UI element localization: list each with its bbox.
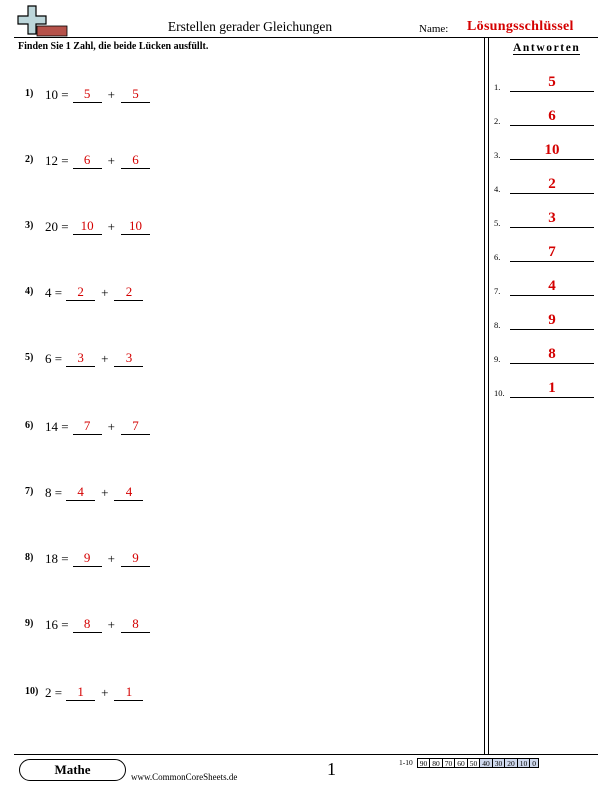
problem-item bbox=[25, 486, 465, 508]
plus-sign: + bbox=[107, 617, 115, 632]
answer-blank-a[interactable]: 7 bbox=[73, 419, 102, 435]
answer-value[interactable]: 8 bbox=[510, 346, 594, 364]
header-divider bbox=[14, 37, 598, 38]
answers-heading: Antworten bbox=[513, 42, 581, 54]
website-link[interactable]: www.CommonCoreSheets.de bbox=[131, 772, 238, 782]
problem-item bbox=[25, 220, 465, 242]
column-divider-left bbox=[484, 38, 485, 754]
problem-number: 5) bbox=[25, 352, 34, 363]
problem-item bbox=[25, 352, 465, 374]
score-cell: 30 bbox=[493, 758, 506, 768]
plus-sign: + bbox=[101, 485, 109, 500]
worksheet-title: Erstellen gerader Gleichungen bbox=[167, 19, 333, 34]
problem-number: 3) bbox=[25, 220, 34, 231]
answer-value[interactable]: 5 bbox=[510, 74, 594, 92]
plus-sign: + bbox=[107, 551, 115, 566]
score-cell: 50 bbox=[468, 758, 481, 768]
answer-number: 1. bbox=[494, 82, 501, 92]
equation bbox=[45, 153, 154, 169]
equation-left: 2 = bbox=[45, 685, 63, 700]
problem-item bbox=[25, 88, 465, 110]
answer-blank-b[interactable]: 8 bbox=[121, 617, 150, 633]
problem-item bbox=[25, 154, 465, 176]
score-label: 1-10 bbox=[399, 758, 413, 767]
equation bbox=[45, 285, 147, 301]
score-cell: 70 bbox=[443, 758, 456, 768]
answer-blank-b[interactable]: 7 bbox=[121, 419, 150, 435]
score-cell: 60 bbox=[455, 758, 468, 768]
equation bbox=[45, 219, 154, 235]
answer-blank-b[interactable]: 1 bbox=[114, 685, 143, 701]
answer-blank-a[interactable]: 8 bbox=[73, 617, 102, 633]
answer-value[interactable]: 3 bbox=[510, 210, 594, 228]
answer-blank-b[interactable]: 4 bbox=[114, 485, 143, 501]
equation bbox=[45, 685, 147, 701]
equation-left: 12 = bbox=[45, 153, 69, 168]
plus-sign: + bbox=[107, 219, 115, 234]
score-cell: 10 bbox=[518, 758, 531, 768]
equation bbox=[45, 485, 147, 501]
answer-number: 4. bbox=[494, 184, 501, 194]
equation-left: 4 = bbox=[45, 285, 63, 300]
plus-sign-logo-icon bbox=[17, 5, 69, 37]
problem-number: 6) bbox=[25, 420, 34, 431]
answer-blank-b[interactable]: 5 bbox=[121, 87, 150, 103]
equation bbox=[45, 617, 154, 633]
answer-blank-a[interactable]: 2 bbox=[66, 285, 95, 301]
equation-left: 6 = bbox=[45, 351, 63, 366]
answer-value[interactable]: 1 bbox=[510, 380, 594, 398]
score-cell: 80 bbox=[430, 758, 443, 768]
answer-number: 5. bbox=[494, 218, 501, 228]
answer-row bbox=[494, 310, 594, 330]
answer-row bbox=[494, 344, 594, 364]
plus-sign: + bbox=[107, 87, 115, 102]
equation bbox=[45, 551, 154, 567]
problem-item bbox=[25, 420, 465, 442]
equation-left: 20 = bbox=[45, 219, 69, 234]
answer-number: 8. bbox=[494, 320, 501, 330]
answer-number: 9. bbox=[494, 354, 501, 364]
score-table bbox=[397, 758, 539, 768]
answer-number: 2. bbox=[494, 116, 501, 126]
score-cell: 90 bbox=[417, 758, 431, 768]
answer-blank-a[interactable]: 6 bbox=[73, 153, 102, 169]
equation-left: 16 = bbox=[45, 617, 69, 632]
problem-item bbox=[25, 686, 465, 708]
problem-number: 2) bbox=[25, 154, 34, 165]
answer-blank-b[interactable]: 2 bbox=[114, 285, 143, 301]
answer-row bbox=[494, 276, 594, 296]
equation-left: 10 = bbox=[45, 87, 69, 102]
equation bbox=[45, 419, 154, 435]
subject-badge: Mathe bbox=[19, 759, 126, 781]
footer-divider bbox=[14, 754, 598, 755]
plus-sign: + bbox=[101, 285, 109, 300]
column-divider-right bbox=[488, 38, 489, 754]
answer-value[interactable]: 10 bbox=[510, 142, 594, 160]
answer-blank-a[interactable]: 10 bbox=[73, 219, 102, 235]
answer-blank-b[interactable]: 10 bbox=[121, 219, 150, 235]
equation bbox=[45, 87, 154, 103]
answer-value[interactable]: 7 bbox=[510, 244, 594, 262]
answer-blank-a[interactable]: 4 bbox=[66, 485, 95, 501]
name-label: Name: bbox=[419, 23, 449, 35]
answer-number: 10. bbox=[494, 388, 505, 398]
answer-value[interactable]: 6 bbox=[510, 108, 594, 126]
problem-item bbox=[25, 618, 465, 640]
problem-number: 1) bbox=[25, 88, 34, 99]
instructions: Finden Sie 1 Zahl, die beide Lücken ausfüllt. bbox=[18, 41, 209, 52]
answer-blank-a[interactable]: 1 bbox=[66, 685, 95, 701]
answer-row bbox=[494, 208, 594, 228]
equation-left: 18 = bbox=[45, 551, 69, 566]
equation-left: 8 = bbox=[45, 485, 63, 500]
answer-row bbox=[494, 242, 594, 262]
page-number: 1 bbox=[327, 759, 336, 779]
answer-value[interactable]: 2 bbox=[510, 176, 594, 194]
equation-left: 14 = bbox=[45, 419, 69, 434]
problem-number: 4) bbox=[25, 286, 34, 297]
answer-number: 3. bbox=[494, 150, 501, 160]
answer-row bbox=[494, 378, 594, 398]
problem-number: 7) bbox=[25, 486, 34, 497]
answer-number: 6. bbox=[494, 252, 501, 262]
score-cell: 40 bbox=[480, 758, 493, 768]
problem-item bbox=[25, 552, 465, 574]
answer-blank-b[interactable]: 9 bbox=[121, 551, 150, 567]
answer-blank-a[interactable]: 5 bbox=[73, 87, 102, 103]
answer-value[interactable]: 9 bbox=[510, 312, 594, 330]
plus-sign: + bbox=[101, 351, 109, 366]
plus-sign: + bbox=[107, 419, 115, 434]
score-cell: 0 bbox=[530, 758, 539, 768]
answer-number: 7. bbox=[494, 286, 501, 296]
answer-blank-a[interactable]: 9 bbox=[73, 551, 102, 567]
answer-row bbox=[494, 106, 594, 126]
equation bbox=[45, 351, 147, 367]
problem-number: 8) bbox=[25, 552, 34, 563]
problem-number: 9) bbox=[25, 618, 34, 629]
answer-row bbox=[494, 140, 594, 160]
plus-sign: + bbox=[101, 685, 109, 700]
answer-row bbox=[494, 174, 594, 194]
problem-number: 10) bbox=[25, 686, 39, 697]
answer-blank-a[interactable]: 3 bbox=[66, 351, 95, 367]
answer-value[interactable]: 4 bbox=[510, 278, 594, 296]
plus-sign: + bbox=[107, 153, 115, 168]
score-cell: 20 bbox=[505, 758, 518, 768]
problem-item bbox=[25, 286, 465, 308]
answer-blank-b[interactable]: 3 bbox=[114, 351, 143, 367]
answer-row bbox=[494, 72, 594, 92]
answer-blank-b[interactable]: 6 bbox=[121, 153, 150, 169]
answer-key-title: Lösungsschlüssel bbox=[467, 19, 574, 34]
